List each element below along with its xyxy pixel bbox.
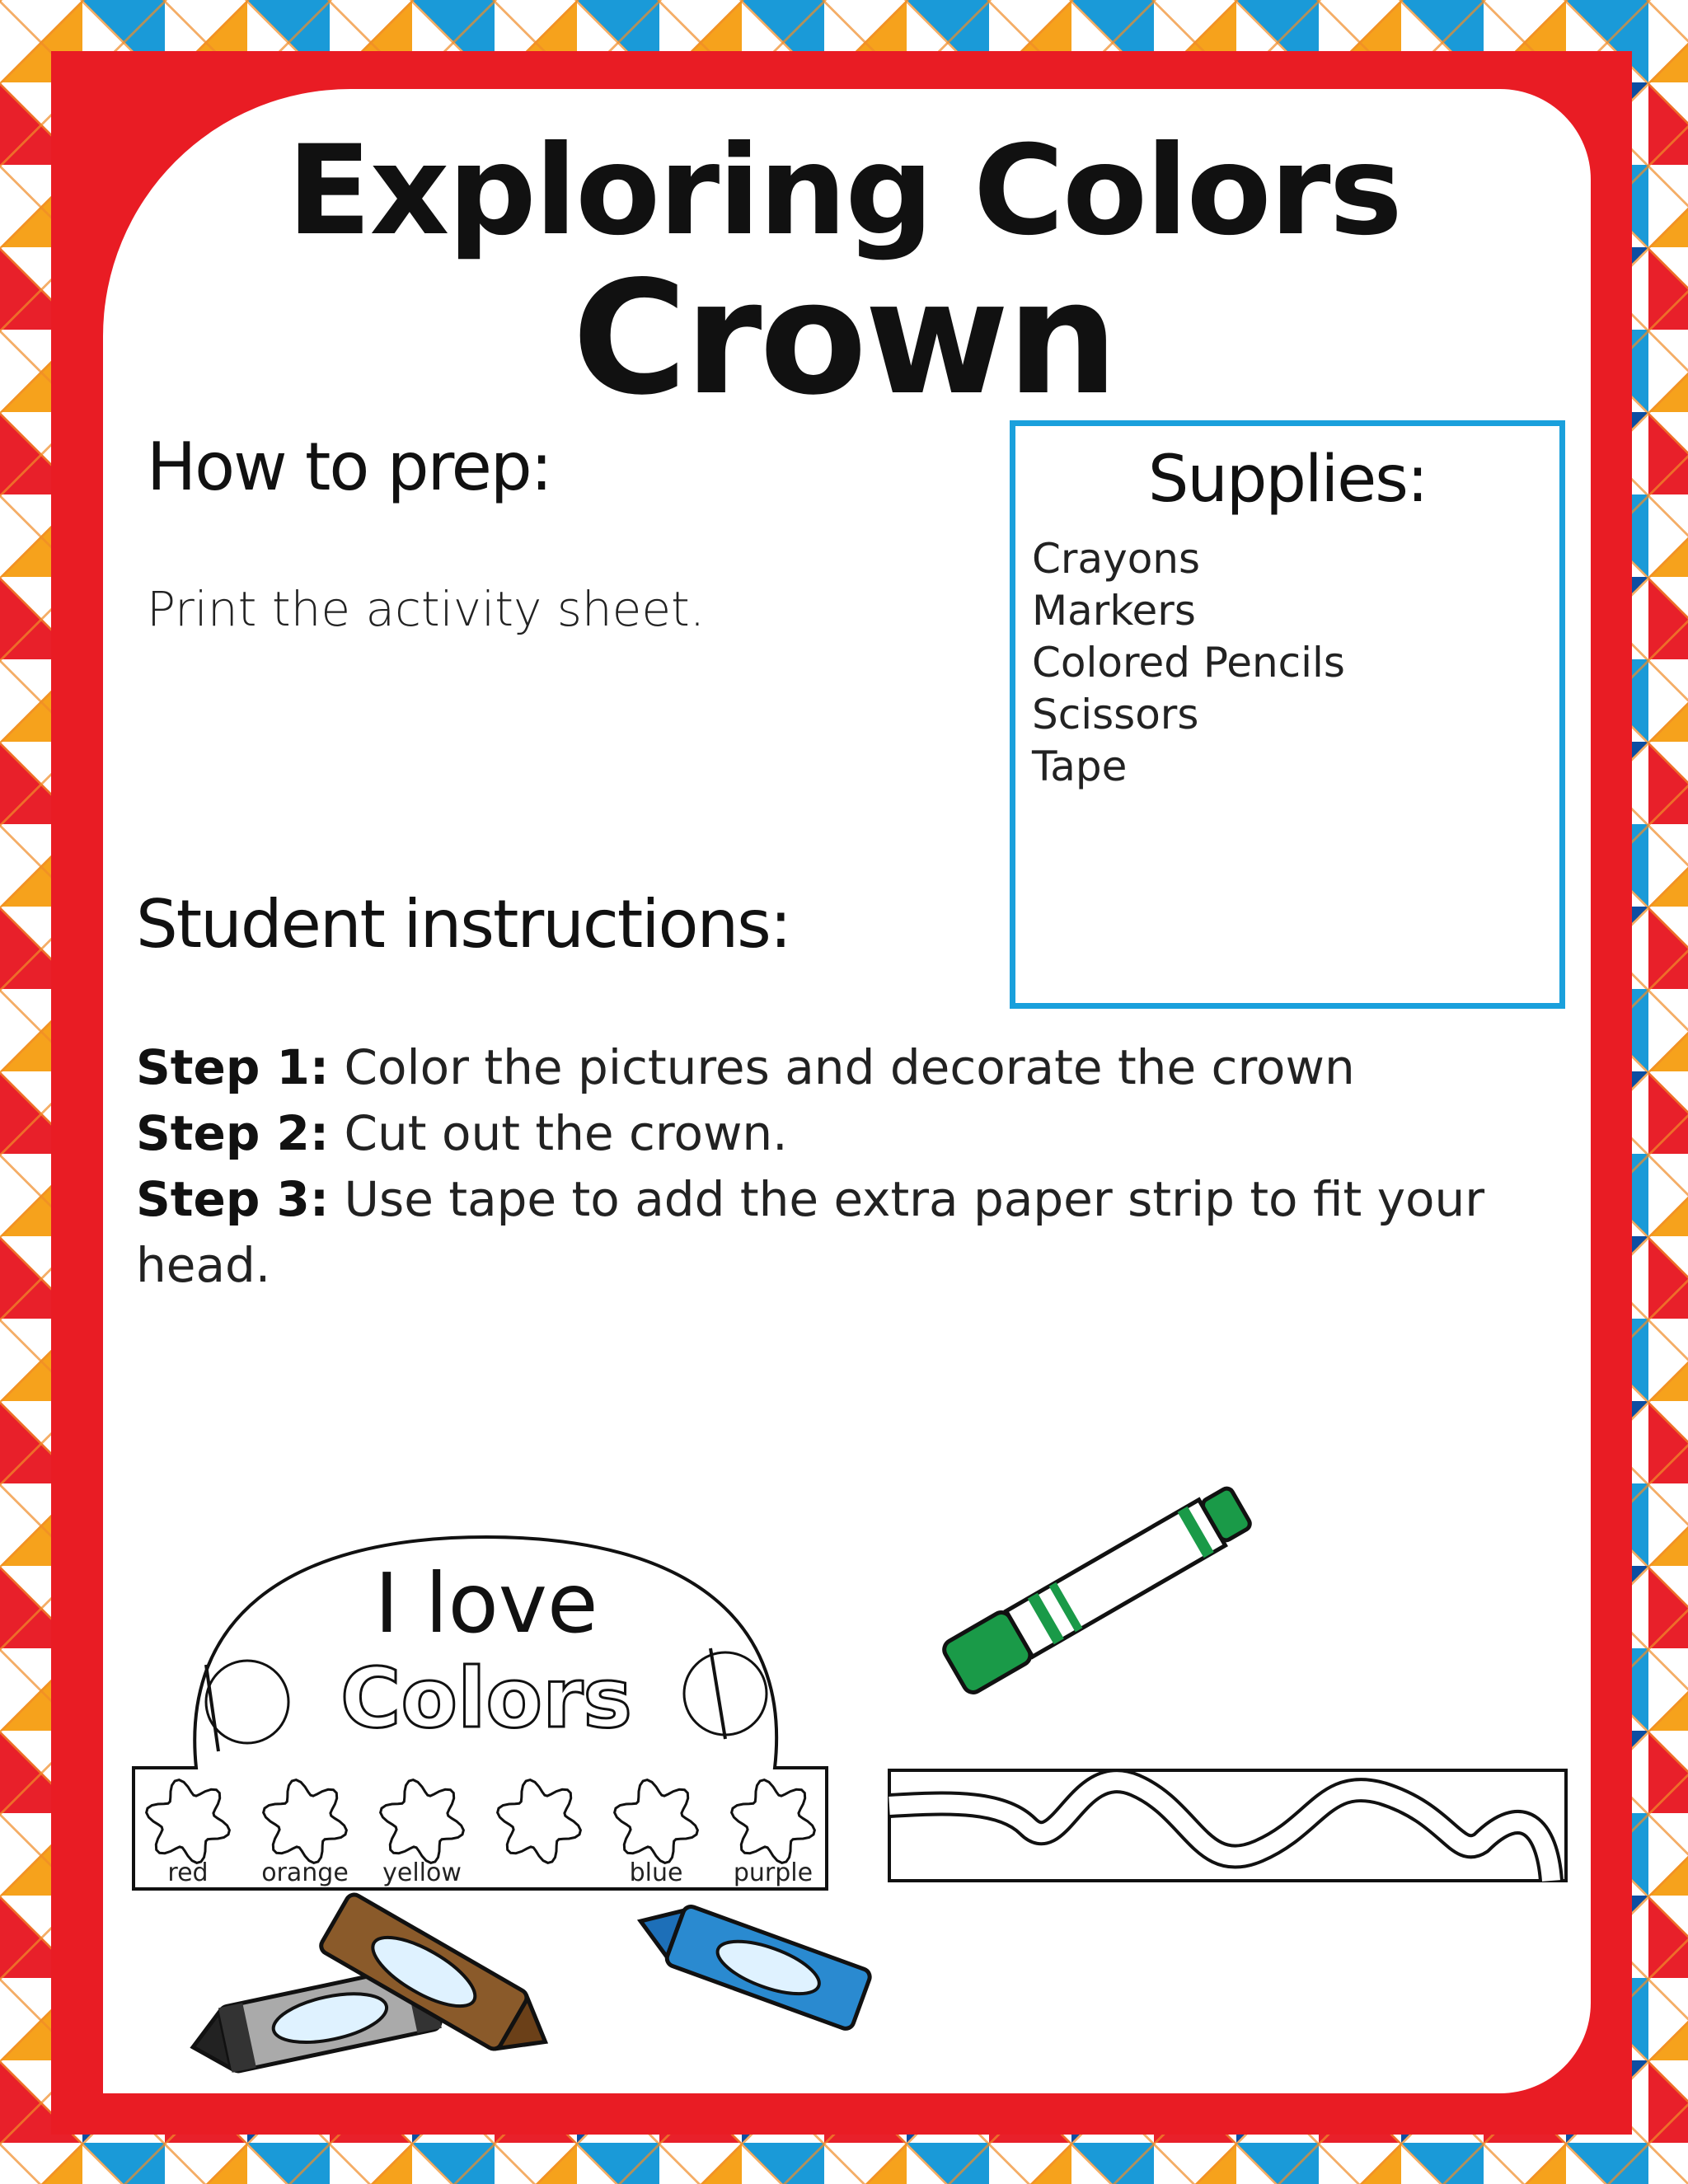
splat-label: blue: [629, 1858, 683, 1887]
step-text: Color the pictures and decorate the crown: [344, 1039, 1355, 1095]
prep-text: Print the activity sheet.: [147, 581, 706, 637]
crayons-illustration: [173, 1871, 1039, 2102]
step-label: Step 3:: [136, 1171, 330, 1227]
step-label: Step 2:: [136, 1105, 330, 1161]
step-text: Use tape to add the extra paper strip to fit your head.: [136, 1171, 1485, 1293]
splat-label: red: [167, 1858, 209, 1887]
supply-item: Scissors: [1032, 691, 1199, 738]
marker-icon: [923, 1459, 1294, 1706]
step-3: [136, 1166, 1521, 1298]
step-1: [136, 1034, 1521, 1100]
supply-item: Crayons: [1032, 535, 1201, 583]
splat-label: yellow: [382, 1858, 462, 1887]
page-title: Exploring Colors: [287, 120, 1401, 263]
crown-line1: I love: [374, 1555, 598, 1652]
steps-list: [136, 1034, 1521, 1298]
crown-line2: Colors: [340, 1650, 632, 1746]
step-text: Cut out the crown.: [344, 1105, 788, 1161]
crown-illustration: [124, 1525, 849, 1896]
splat-label: purple: [733, 1858, 814, 1887]
supply-item: Markers: [1032, 587, 1196, 635]
crayon-blue-icon: [630, 1891, 872, 2031]
splat-label: orange: [261, 1858, 349, 1887]
step-label: Step 1:: [136, 1039, 330, 1095]
supplies-heading: Supplies:: [1147, 443, 1428, 517]
supplies-box: [1010, 420, 1565, 1009]
step-2: [136, 1100, 1521, 1166]
prep-heading: How to prep:: [147, 429, 551, 505]
paper-strip: [888, 1769, 1568, 1882]
supply-item: Tape: [1032, 743, 1128, 790]
instructions-heading: Student instructions:: [136, 886, 790, 963]
page-subtitle: Crown: [572, 247, 1116, 429]
supply-item: Colored Pencils: [1032, 639, 1345, 687]
